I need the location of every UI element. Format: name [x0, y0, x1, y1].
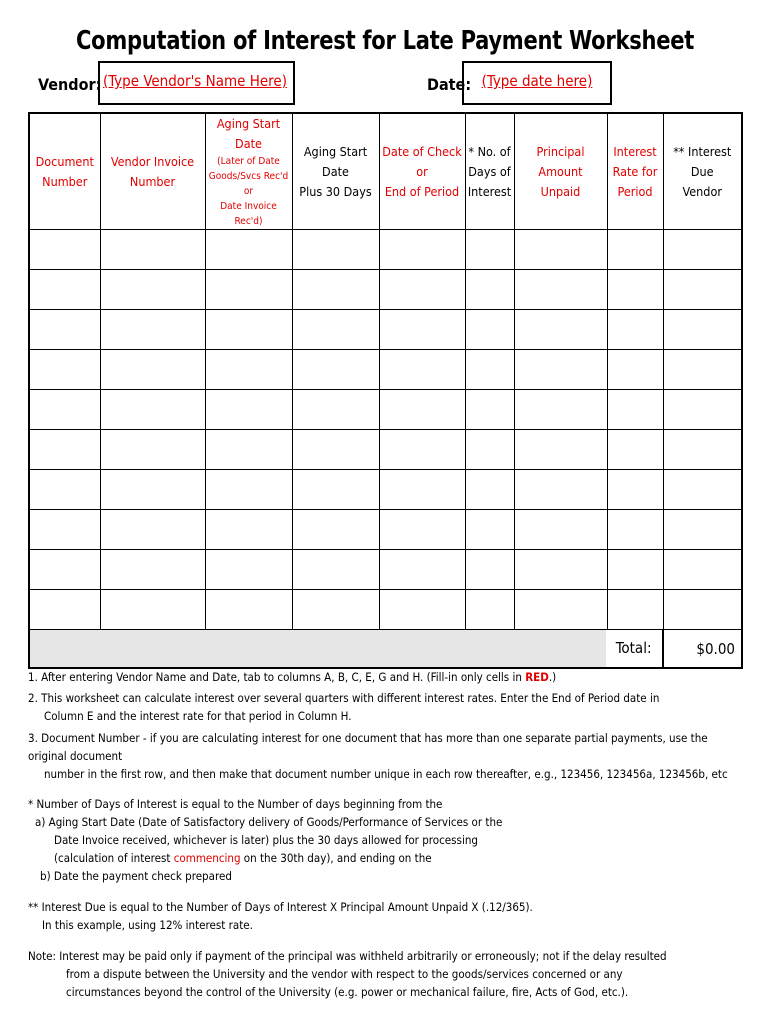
table-cell[interactable]: [514, 310, 607, 350]
star-note-1: * Number of Days of Interest is equal to the Number of days beginning from the: [28, 797, 443, 811]
table-cell[interactable]: [292, 270, 379, 310]
table-cell[interactable]: [100, 550, 205, 590]
table-row: [29, 390, 742, 430]
note-paid-1: Note: Interest may be paid only if payment of the principal was withheld arbitrarily or erroneously; not if the delay resulted: [28, 949, 667, 963]
table-cell[interactable]: [663, 590, 742, 630]
table-cell[interactable]: [292, 430, 379, 470]
table-cell[interactable]: [663, 350, 742, 390]
table-cell[interactable]: [100, 350, 205, 390]
note-3: 3. Document Number - if you are calculating interest for one document that has more than one separate partial payments, use the original document: [28, 731, 708, 763]
table-cell[interactable]: [514, 470, 607, 510]
table-cell[interactable]: [514, 550, 607, 590]
note-paid-2: from a dispute between the University and the vendor with respect to the goods/services concerned or any: [66, 967, 623, 981]
table-cell[interactable]: [379, 230, 465, 270]
note-3-cont: number in the first row, and then make that document number unique in each row thereafter, e.g., 123456, 123456a, 123456b, etc: [44, 767, 728, 781]
total-label: Total:: [606, 630, 663, 667]
table-row: [29, 470, 742, 510]
table-cell[interactable]: [465, 230, 514, 270]
note-paid-3: circumstances beyond the control of the University (e.g. power or mechanical failure, fire, Acts of God, etc.).: [66, 985, 629, 999]
table-cell[interactable]: [465, 310, 514, 350]
table-cell[interactable]: [29, 350, 100, 390]
table-row: [29, 350, 742, 390]
table-cell[interactable]: [205, 430, 292, 470]
instructions: [28, 668, 748, 1001]
table-cell[interactable]: [29, 510, 100, 550]
table-cell[interactable]: [607, 430, 663, 470]
table-cell[interactable]: [292, 390, 379, 430]
table-cell[interactable]: [379, 430, 465, 470]
col-aging-start-date: Aging Start Date (Later of Date Goods/Svcs Rec'd or Date Invoice Rec'd): [205, 113, 292, 230]
table-cell[interactable]: [379, 310, 465, 350]
table-cell[interactable]: [205, 390, 292, 430]
table-cell[interactable]: [292, 470, 379, 510]
table-row: [29, 550, 742, 590]
date-field[interactable]: (Type date here): [462, 61, 612, 105]
table-cell[interactable]: [379, 270, 465, 310]
table-cell[interactable]: [205, 350, 292, 390]
table-cell[interactable]: [607, 310, 663, 350]
table-cell[interactable]: [663, 230, 742, 270]
table-cell[interactable]: [514, 270, 607, 310]
table-cell[interactable]: [663, 550, 742, 590]
header-row: [29, 113, 742, 230]
table-cell[interactable]: [29, 270, 100, 310]
table-cell[interactable]: [29, 590, 100, 630]
table-cell[interactable]: [29, 430, 100, 470]
table-cell[interactable]: [205, 270, 292, 310]
table-cell[interactable]: [29, 230, 100, 270]
table-cell[interactable]: [205, 550, 292, 590]
table-cell[interactable]: [663, 390, 742, 430]
col-vendor-invoice-number: Vendor Invoice Number: [100, 113, 205, 230]
table-cell[interactable]: [465, 390, 514, 430]
star-note-3: Date Invoice received, whichever is later) plus the 30 days allowed for processing: [54, 833, 478, 847]
double-star-note-1: ** Interest Due is equal to the Number of Days of Interest X Principal Amount Unpaid X (.12/365).: [28, 900, 533, 914]
table-row: [29, 510, 742, 550]
table-cell[interactable]: [514, 430, 607, 470]
table-cell[interactable]: [514, 390, 607, 430]
table-cell[interactable]: [465, 270, 514, 310]
table-cell[interactable]: [514, 510, 607, 550]
star-note-4: (calculation of interest commencing on the 30th day), and ending on the: [54, 851, 432, 865]
interest-table: [28, 112, 743, 669]
table-cell[interactable]: [100, 470, 205, 510]
table-cell[interactable]: [100, 390, 205, 430]
table-cell[interactable]: [663, 270, 742, 310]
table-cell[interactable]: [100, 430, 205, 470]
table-cell[interactable]: [100, 310, 205, 350]
table-cell[interactable]: [100, 270, 205, 310]
col-aging-plus-30: Aging Start Date Plus 30 Days: [292, 113, 379, 230]
col-date-of-check: Date of Check or End of Period: [379, 113, 465, 230]
table-cell[interactable]: [514, 230, 607, 270]
table-cell[interactable]: [465, 590, 514, 630]
table-cell[interactable]: [514, 590, 607, 630]
table-cell[interactable]: [379, 590, 465, 630]
date-label: Date:: [427, 75, 472, 94]
table-cell[interactable]: [663, 470, 742, 510]
table-cell[interactable]: [607, 550, 663, 590]
star-note-2: a) Aging Start Date (Date of Satisfactory delivery of Goods/Performance of Services or the: [35, 815, 503, 829]
col-interest-due: ** Interest Due Vendor: [663, 113, 742, 230]
vendor-label: Vendor:: [38, 75, 102, 94]
table-row: [29, 230, 742, 270]
table-cell[interactable]: [205, 470, 292, 510]
col-interest-rate: Interest Rate for Period: [607, 113, 663, 230]
table-row: [29, 270, 742, 310]
table-cell[interactable]: [465, 350, 514, 390]
table-cell[interactable]: [465, 430, 514, 470]
table-row: [29, 590, 742, 630]
total-row: [29, 630, 742, 669]
table-cell[interactable]: [29, 310, 100, 350]
table-cell[interactable]: [292, 510, 379, 550]
table-cell[interactable]: [607, 590, 663, 630]
table-cell[interactable]: [607, 470, 663, 510]
table-cell[interactable]: [663, 510, 742, 550]
col-document-number: Document Number: [29, 113, 100, 230]
table-cell[interactable]: [465, 550, 514, 590]
table-cell[interactable]: [29, 470, 100, 510]
table-cell[interactable]: [465, 510, 514, 550]
vendor-name-field[interactable]: (Type Vendor's Name Here): [98, 61, 295, 105]
table-cell[interactable]: [100, 590, 205, 630]
worksheet-title: Computation of Interest for Late Payment Worksheet: [75, 26, 695, 56]
table-cell[interactable]: [205, 510, 292, 550]
table-cell[interactable]: [607, 230, 663, 270]
table-row: [29, 310, 742, 350]
table-cell[interactable]: [100, 230, 205, 270]
table-cell[interactable]: [379, 390, 465, 430]
col-principal-unpaid: Principal Amount Unpaid: [514, 113, 607, 230]
table-cell[interactable]: [514, 350, 607, 390]
table-cell[interactable]: [607, 390, 663, 430]
col-days-of-interest: * No. of Days of Interest: [465, 113, 514, 230]
total-value: $0.00: [663, 630, 742, 669]
note-2: 2. This worksheet can calculate interest over several quarters with different interest rates. Enter the End of Period date in: [28, 691, 660, 705]
table-cell[interactable]: [379, 470, 465, 510]
table-cell[interactable]: [205, 310, 292, 350]
table-cell[interactable]: [292, 310, 379, 350]
table-cell[interactable]: [379, 550, 465, 590]
table-cell[interactable]: [292, 590, 379, 630]
table-cell[interactable]: [29, 550, 100, 590]
total-label-cell: [29, 630, 663, 669]
table-cell[interactable]: [29, 390, 100, 430]
table-cell[interactable]: [292, 350, 379, 390]
star-note-5: b) Date the payment check prepared: [40, 869, 232, 883]
table-cell[interactable]: [663, 310, 742, 350]
table-cell[interactable]: [607, 510, 663, 550]
note-2-cont: Column E and the interest rate for that period in Column H.: [44, 709, 352, 723]
note-1: 1. After entering Vendor Name and Date, tab to columns A, B, C, E, G and H. (Fill-in only cells in RED.): [28, 670, 557, 684]
table-cell[interactable]: [292, 230, 379, 270]
table-cell[interactable]: [205, 590, 292, 630]
table-cell[interactable]: [205, 230, 292, 270]
double-star-note-2: In this example, using 12% interest rate.: [42, 918, 253, 932]
table-cell[interactable]: [607, 350, 663, 390]
table-cell[interactable]: [607, 270, 663, 310]
table-cell[interactable]: [379, 350, 465, 390]
table-cell[interactable]: [663, 430, 742, 470]
table-cell[interactable]: [100, 510, 205, 550]
table-cell[interactable]: [465, 470, 514, 510]
table-row: [29, 430, 742, 470]
table-cell[interactable]: [292, 550, 379, 590]
table-cell[interactable]: [379, 510, 465, 550]
